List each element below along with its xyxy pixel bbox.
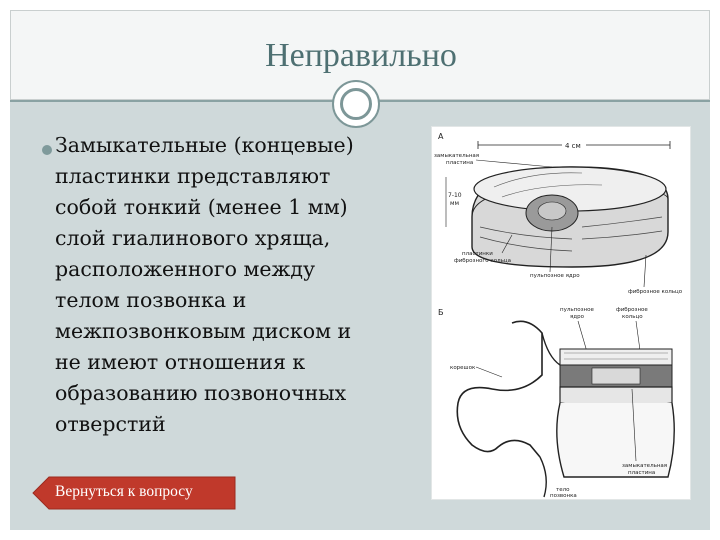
slide-title: Неправильно: [265, 37, 457, 74]
plates-label-1: пластинки: [462, 251, 493, 257]
bullet-line: собой тонкий (менее 1 мм): [55, 195, 348, 219]
fibrous-label-b1: фиброзное: [616, 307, 648, 313]
bullet-line: образованию позвоночных: [55, 381, 347, 405]
back-to-question-button[interactable]: [31, 476, 237, 510]
bullet-line: межпозвонковым диском и: [55, 319, 352, 343]
body-label-2: позвонка: [550, 493, 577, 499]
panel-a-label: А: [438, 132, 444, 141]
nucleus-label-b1: пульпозное: [560, 307, 594, 313]
bullet-line: телом позвонка и: [55, 288, 247, 312]
content-area: [10, 102, 710, 530]
endplate-label-b1: замыкательная: [622, 463, 668, 469]
bullet-line: не имеют отношения к: [55, 350, 306, 374]
bullet-line: расположенного между: [55, 257, 316, 281]
bullet-icon: [42, 145, 52, 155]
bullet-line: пластинки представляют: [55, 164, 331, 188]
plates-label-2: фиброзного кольца: [454, 258, 511, 264]
fibrous-label-b2: кольцо: [622, 314, 643, 320]
disc-diagram: [432, 127, 690, 499]
back-button-label: Вернуться к вопросу: [55, 483, 193, 500]
fibrous-label-a: фиброзное кольцо: [628, 289, 683, 295]
endplate-label-a2: пластина: [446, 160, 474, 166]
bullet-line: Замыкательные (концевые): [55, 133, 354, 157]
width-label: 4 см: [565, 142, 581, 150]
root-label: корешок: [450, 365, 476, 371]
height-label-1: 7-10: [448, 192, 462, 199]
bullet-text: [55, 130, 425, 440]
nucleus-label-b2: ядро: [570, 314, 584, 320]
height-label-2: мм: [450, 200, 460, 207]
slide: [10, 10, 710, 530]
body-label-1: тело: [556, 487, 570, 493]
nucleus-label-a: пульпозное ядро: [530, 273, 580, 279]
endplate-label-a1: замыкательная: [434, 153, 480, 159]
ring-ornament-icon: [332, 80, 380, 128]
bullet-line: отверстий: [55, 412, 166, 436]
bullet-line: слой гиалинового хряща,: [55, 226, 331, 250]
panel-b-label: Б: [438, 308, 444, 317]
endplate-label-b2: пластина: [628, 470, 656, 476]
anatomy-figure: [431, 126, 691, 500]
